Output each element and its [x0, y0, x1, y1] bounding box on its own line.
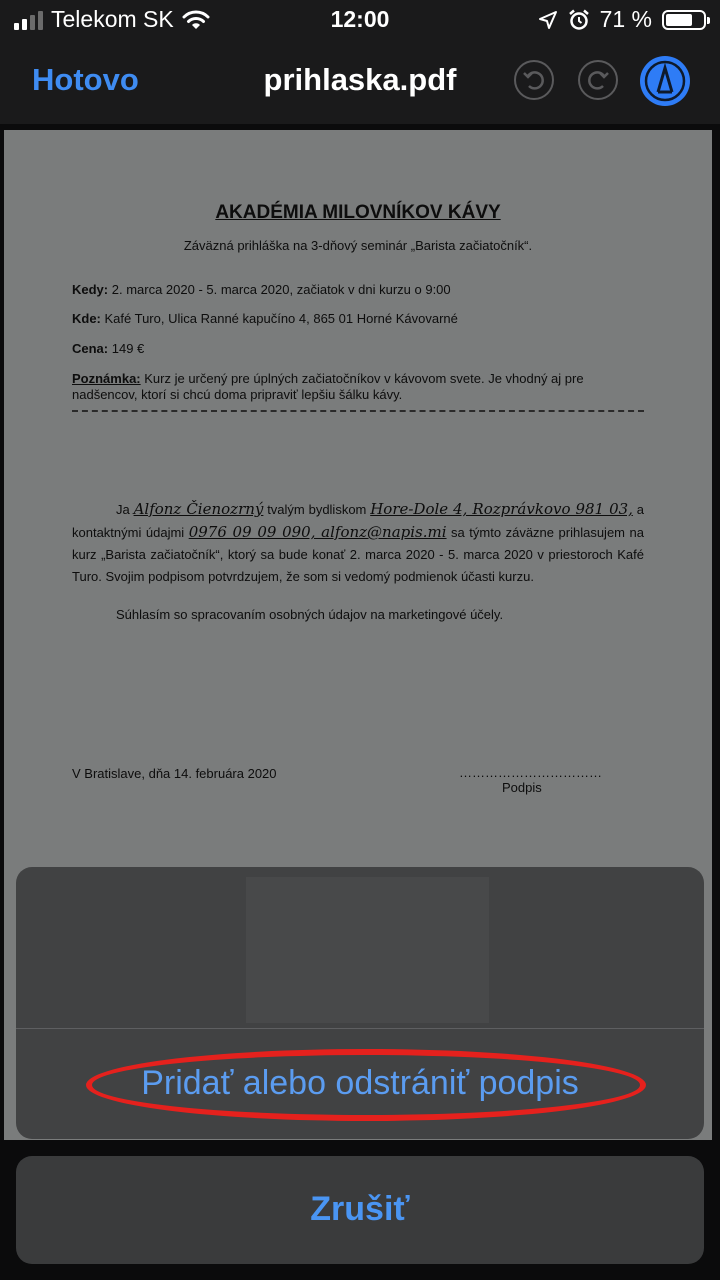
document-title: prihlaska.pdf: [263, 62, 457, 97]
filled-address: Hore-Dole 4, Rozprávkovo 981 03,: [370, 500, 633, 518]
markup-pen-icon: [640, 56, 690, 106]
p1-text-a: Ja: [116, 502, 134, 517]
consent-text: Súhlasím so spracovaním osobných údajov na marketingové účely.: [116, 607, 504, 622]
redo-button[interactable]: [578, 60, 618, 100]
status-right: [538, 6, 706, 33]
kedy-label: Kedy:: [72, 282, 109, 297]
cancel-label: Zrušiť: [310, 1190, 410, 1228]
p1-text-b: tvalým bydliskom: [263, 502, 371, 517]
place-date: V Bratislave, dňa 14. februára 2020: [72, 766, 277, 781]
signature-label: Podpis: [502, 780, 542, 795]
alarm-clock-icon: [568, 9, 590, 31]
dashed-separator: [72, 410, 644, 412]
navigation-bar: [0, 40, 720, 124]
location-arrow-icon: [538, 10, 558, 30]
redo-icon: [580, 62, 616, 98]
undo-icon: [516, 62, 552, 98]
poznamka-label: Poznámka:: [72, 371, 141, 386]
filled-name: Alfonz Čienozrný: [133, 500, 264, 518]
doc-heading: AKADÉMIA MILOVNÍKOV KÁVY: [215, 202, 501, 223]
doc-subheading: Záväzná prihláška na 3-dňový seminár „Barista začiatočník“.: [183, 238, 533, 253]
signature-action-sheet: [16, 867, 704, 1139]
carrier-name: Telekom SK: [51, 6, 174, 32]
status-bar: [0, 0, 720, 40]
kedy-value: 2. marca 2020 - 5. marca 2020, začiatok v dni kurzu o 9:00: [108, 282, 451, 297]
highlight-ellipse: [86, 1049, 646, 1121]
kde-label: Kde:: [72, 311, 101, 326]
poznamka-value: Kurz je určený pre úplných začiatočníkov v kávovom svete. Je vhodný aj pre nadšencov, ktorí si chcú doma pripraviť lepšiu šálku kávy.: [72, 371, 584, 402]
p1-text-c: a kontaktnými údajmi: [72, 502, 644, 540]
add-remove-signature-button[interactable]: [16, 1029, 704, 1139]
markup-button[interactable]: [640, 56, 690, 106]
kde-value: Kafé Turo, Ulica Ranné kapučíno 4, 865 01 Horné Kávovarné: [100, 311, 458, 326]
application-paragraph: [72, 498, 644, 588]
battery-percent: 71 %: [599, 6, 652, 32]
cena-label: Cena:: [72, 341, 109, 356]
add-remove-signature-label: Pridať alebo odstrániť podpis: [141, 1064, 579, 1102]
signature-preview-area[interactable]: [246, 877, 489, 1023]
field-cena: [72, 341, 652, 357]
signature-line: ……………………………: [459, 765, 602, 780]
field-kedy: [72, 282, 652, 298]
undo-button[interactable]: [514, 60, 554, 100]
p1-text-d: sa týmto záväzne prihlasujem na kurz „Barista začiatočník“, ktorý sa bude konať 2. marca 2020 - 5. marca 2020 v priestoroch Kafé Turo. Svojim podpisom potvrdzujem, že som si vedomý podmienok účasti kurzu.: [72, 525, 644, 584]
battery-icon: [662, 10, 706, 30]
field-poznamka: [72, 371, 652, 403]
status-time: 12:00: [330, 6, 390, 32]
filled-contact: 0976 09 09 090, alfonz@napis.mi: [188, 523, 447, 541]
done-button[interactable]: Hotovo: [32, 62, 139, 97]
cancel-button[interactable]: [16, 1156, 704, 1264]
cena-value: 149 €: [108, 341, 145, 356]
field-kde: [72, 311, 652, 327]
